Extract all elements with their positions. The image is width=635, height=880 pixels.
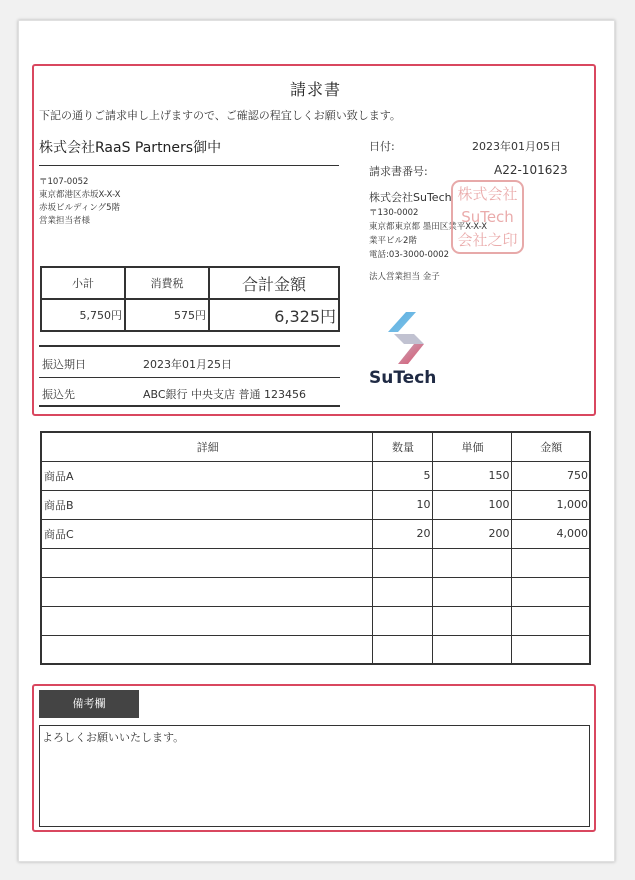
table-row bbox=[41, 519, 590, 548]
item-unit-price bbox=[432, 635, 511, 664]
item-amount bbox=[511, 548, 590, 577]
detail-col-description: 詳細 bbox=[41, 432, 372, 461]
total-header: 合計金額 bbox=[209, 267, 339, 299]
detail-table bbox=[40, 431, 591, 665]
date-value: 2023年01月05日 bbox=[472, 140, 561, 153]
table-row bbox=[41, 461, 590, 490]
table-row bbox=[41, 548, 590, 577]
invoice-title: 請求書 bbox=[290, 80, 342, 99]
summary-table bbox=[40, 266, 340, 332]
item-amount bbox=[511, 635, 590, 664]
item-quantity: 10 bbox=[372, 490, 432, 519]
table-row bbox=[41, 577, 590, 606]
sender-name: 株式会社SuTech bbox=[369, 191, 452, 204]
item-unit-price bbox=[432, 577, 511, 606]
remarks-label: 備考欄 bbox=[39, 690, 139, 718]
item-quantity: 20 bbox=[372, 519, 432, 548]
item-description bbox=[41, 577, 372, 606]
recipient-address1: 東京都港区赤坂X-X-X bbox=[39, 190, 121, 200]
sender-phone: 電話:03-3000-0002 bbox=[369, 250, 450, 260]
item-description bbox=[41, 635, 372, 664]
recipient-contact: 営業担当者様 bbox=[39, 216, 91, 226]
item-quantity: 5 bbox=[372, 461, 432, 490]
item-description: 商品B bbox=[41, 490, 372, 519]
invoice-number-label: 請求書番号: bbox=[369, 165, 428, 178]
item-unit-price: 200 bbox=[432, 519, 511, 548]
sutech-logo-icon bbox=[384, 310, 430, 366]
recipient-underline bbox=[39, 165, 339, 166]
item-unit-price: 100 bbox=[432, 490, 511, 519]
table-row bbox=[41, 606, 590, 635]
item-description: 商品C bbox=[41, 519, 372, 548]
stamp-line-1: 株式会社 bbox=[457, 184, 518, 203]
due-label: 振込期日 bbox=[42, 358, 86, 371]
item-unit-price: 150 bbox=[432, 461, 511, 490]
subtotal-header: 小計 bbox=[41, 267, 125, 299]
item-unit-price bbox=[432, 548, 511, 577]
item-quantity bbox=[372, 548, 432, 577]
date-label: 日付: bbox=[369, 140, 395, 153]
payment-mid-rule bbox=[39, 377, 340, 378]
detail-col-quantity: 数量 bbox=[372, 432, 432, 461]
item-amount bbox=[511, 577, 590, 606]
logo-wordmark: SuTech bbox=[369, 368, 437, 388]
item-description bbox=[41, 548, 372, 577]
item-amount: 1,000 bbox=[511, 490, 590, 519]
item-quantity bbox=[372, 606, 432, 635]
tax-header: 消費税 bbox=[125, 267, 209, 299]
recipient-name: 株式会社RaaS Partners御中 bbox=[39, 140, 222, 156]
item-amount: 4,000 bbox=[511, 519, 590, 548]
stamp-line-2: SuTech bbox=[461, 207, 514, 226]
item-unit-price bbox=[432, 606, 511, 635]
bank-value: ABC銀行 中央支店 普通 123456 bbox=[143, 388, 307, 401]
table-row bbox=[41, 490, 590, 519]
invoice-number-value: A22-101623 bbox=[494, 163, 568, 177]
item-description bbox=[41, 606, 372, 635]
item-amount: 750 bbox=[511, 461, 590, 490]
bank-label: 振込先 bbox=[42, 388, 75, 401]
sender-contact: 法人営業担当 金子 bbox=[369, 272, 440, 282]
item-description: 商品A bbox=[41, 461, 372, 490]
recipient-postal: 〒107-0052 bbox=[39, 177, 89, 187]
item-quantity bbox=[372, 577, 432, 606]
invoice-intro: 下記の通りご請求申し上げますので、ご確認の程宜しくお願い致します。 bbox=[39, 109, 401, 122]
sender-address1: 東京都東京都 墨田区業平X-X-X bbox=[369, 222, 488, 232]
subtotal-value: 5,750円 bbox=[41, 299, 125, 331]
sender-postal: 〒130-0002 bbox=[369, 208, 419, 218]
payment-bottom-rule bbox=[39, 405, 340, 407]
detail-header-row bbox=[41, 432, 590, 461]
sender-address2: 業平ビル2階 bbox=[369, 236, 417, 246]
due-value: 2023年01月25日 bbox=[143, 358, 232, 371]
table-row bbox=[41, 635, 590, 664]
tax-value: 575円 bbox=[125, 299, 209, 331]
company-seal-stamp bbox=[451, 180, 524, 254]
remarks-text: よろしくお願いいたします。 bbox=[39, 725, 590, 827]
detail-col-amount: 金額 bbox=[511, 432, 590, 461]
stamp-line-3: 会社之印 bbox=[457, 230, 518, 249]
item-quantity bbox=[372, 635, 432, 664]
payment-top-rule bbox=[39, 345, 340, 347]
detail-col-unit-price: 単価 bbox=[432, 432, 511, 461]
recipient-address2: 赤坂ビルディング5階 bbox=[39, 203, 121, 213]
item-amount bbox=[511, 606, 590, 635]
total-value: 6,325円 bbox=[209, 299, 339, 331]
